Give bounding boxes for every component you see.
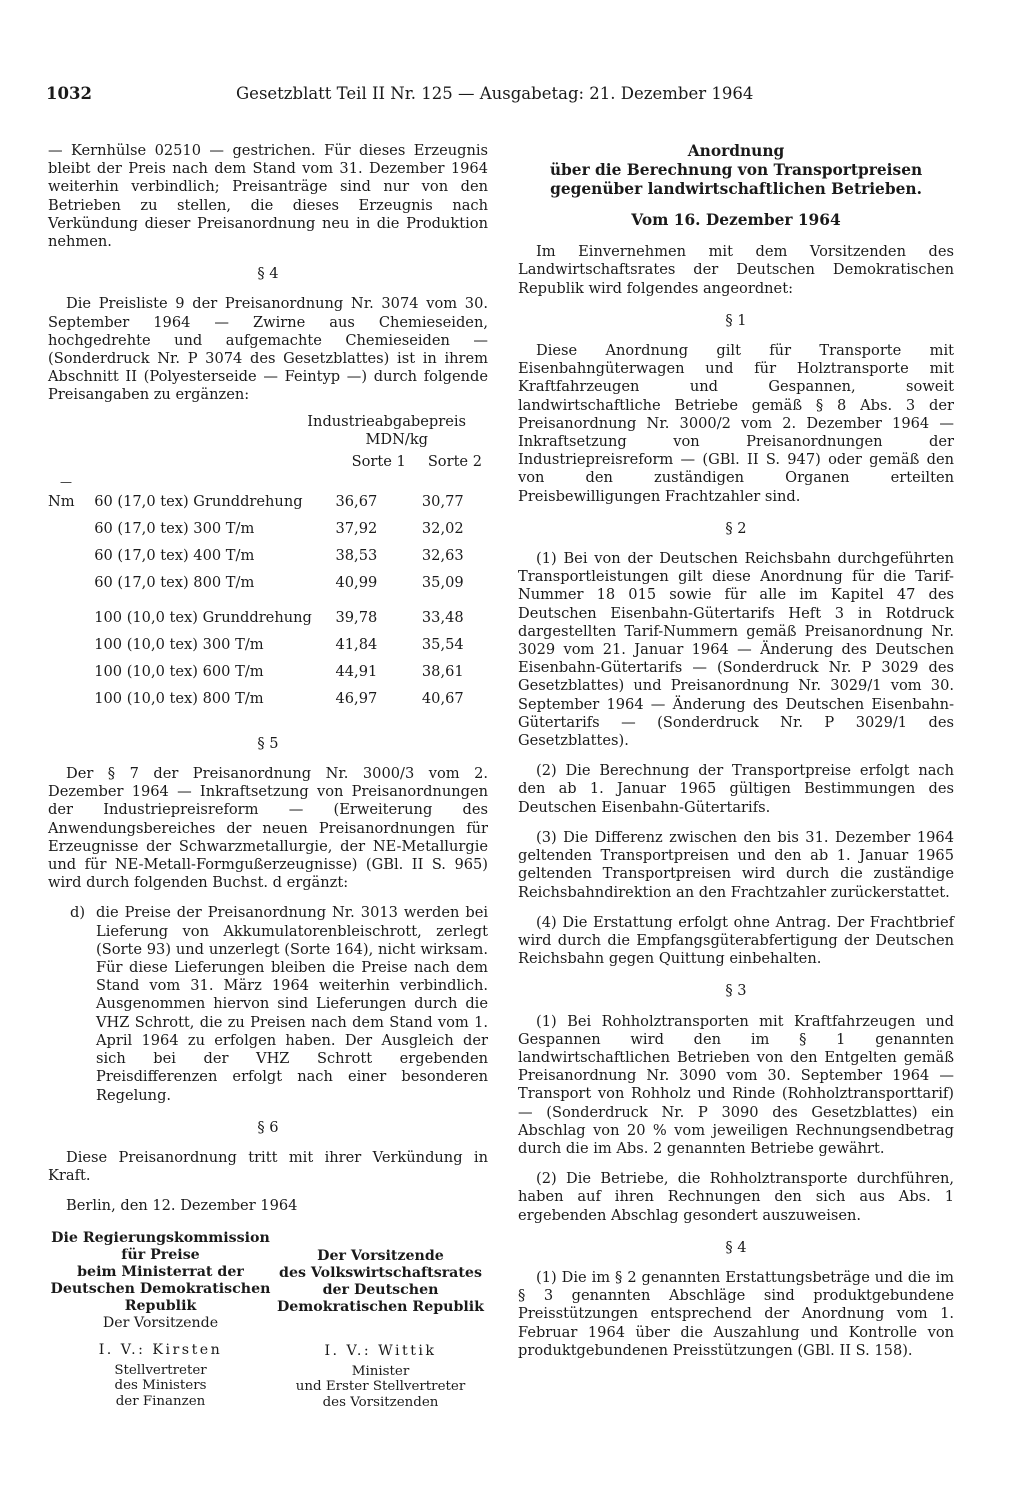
r-section-2-para-4: (4) Die Erstattung erfolgt ohne Antrag. Der Frachtbrief wird durch die Empfangsgüterabfertigung der Deutschen Reichsbahn gegen Quittung einbehalten. (518, 913, 954, 968)
place-date: Berlin, den 12. Dezember 1964 (66, 1197, 298, 1215)
price-sorte-2: 35,09 (421, 574, 464, 592)
yarn-spec: 60 (17,0 tex) 800 T/m (94, 574, 255, 592)
table-row (48, 543, 488, 570)
item-d (48, 904, 488, 1104)
table-row (48, 632, 488, 659)
price-sorte-2: 32,63 (421, 547, 464, 565)
table-row (48, 489, 488, 516)
section-4-text: Die Preisliste 9 der Preisanordnung Nr. 3074 vom 30. September 1964 — Zwirne aus Chemieseiden, hochgedrehte und aufgemachte Chemieseiden — (Sonderdruck Nr. P 3074 des Gesetzblattes) ist in ihrem Abschnitt II (Polyesterseide — Feintyp —) durch folgende Preisangaben zu ergänzen: (48, 295, 488, 404)
section-6-heading: § 6 (257, 1118, 279, 1136)
price-sorte-1: 39,78 (335, 609, 378, 627)
running-title: Gesetzblatt Teil II Nr. 125 — Ausgabetag: 21. Dezember 1964 (236, 84, 754, 103)
yarn-spec: 100 (10,0 tex) 300 T/m (94, 636, 264, 654)
r-section-3-heading: § 3 (725, 982, 747, 1000)
section-5-text: Der § 7 der Preisanordnung Nr. 3000/3 vom 2. Dezember 1964 — Inkraftsetzung von Preisanordnungen der Industriepreisreform — (Erweiterung des Anwendungsbereiches der neuen Preisanordnungen für Erzeugnisse der Schwarzmetallurgie, der NE-Metallurgie und für NE-Metall-Formgußerzeugnisse) (GBl. II S. 965) wird durch folgenden Buchst. d ergänzt: (48, 765, 488, 892)
signature-1 (48, 1230, 273, 1411)
table-row (48, 516, 488, 543)
item-d-text: die Preise der Preisanordnung Nr. 3013 werden bei Lieferung von Akkumulatorenbleischrott, zerlegt (Sorte 93) und unzerlegt (Sorte 164), nicht wirksam. Für diese Lieferungen bleiben die Preise nach dem Stand vom 31. März 1964 weiterhin verbindlich. Ausgenommen hiervon sind Lieferungen durch die VHZ Schrott, die zu Preisen nach dem Stand vom 1. April 1964 zu erfolgen haben. Der Ausgleich der sich bei der VHZ Schrott ergebenden Preisdifferenzen erfolgt nach einer besonderen Regelung. (96, 904, 488, 1104)
sig2-org-line: Demokratischen Republik (276, 1298, 485, 1315)
yarn-spec: 100 (10,0 tex) 600 T/m (94, 663, 264, 681)
signature-2 (273, 1230, 488, 1411)
intro-paragraph: — Kernhülse 02510 — gestrichen. Für dieses Erzeugnis bleibt der Preis nach dem Stand vom 31. Dezember 1964 weiterhin verbindlich; Preisanträge sind nur von den Betrieben zu stellen, die dieses Erzeugnis nach Verkündung dieser Preisanordnung neu in die Produktion nehmen. (48, 142, 488, 251)
section-6-text: Diese Preisanordnung tritt mit ihrer Verkündung in Kraft. (48, 1148, 488, 1185)
page-header (46, 84, 756, 108)
signature-block (48, 1230, 488, 1411)
section-5-heading: § 5 (257, 734, 279, 752)
preamble: Im Einvernehmen mit dem Vorsitzenden des Landwirtschaftsrates der Deutschen Demokratischen Republik wird folgendes angeordnet: (518, 243, 954, 297)
table-row (48, 605, 488, 632)
section-4-heading: § 4 (257, 265, 279, 283)
yarn-spec: 100 (10,0 tex) Grunddrehung (94, 609, 312, 627)
table-row (48, 659, 488, 686)
price-sorte-1: 37,92 (335, 520, 378, 538)
sig2-org-line: des Volkswirtschaftsrates (279, 1264, 482, 1281)
price-sorte-2: 30,77 (421, 493, 464, 511)
sig2-org-line: Der Vorsitzende (317, 1247, 444, 1264)
r-section-2-heading: § 2 (725, 519, 747, 537)
r-section-3-para-2: (2) Die Betriebe, die Rohholztransporte durchführen, haben auf ihren Rechnungen den sich aus Abs. 1 ergebenden Abschlag gesondert auszuweisen. (518, 1170, 954, 1224)
sig2-title-line: des Vorsitzenden (322, 1394, 439, 1410)
r-section-4-heading: § 4 (725, 1238, 747, 1256)
price-table (48, 489, 488, 713)
price-sorte-2: 40,67 (421, 690, 464, 708)
r-section-1-heading: § 1 (725, 311, 747, 329)
table-row (48, 686, 488, 713)
price-sorte-1: 38,53 (335, 547, 378, 565)
yarn-spec: 60 (17,0 tex) 300 T/m (94, 520, 255, 538)
price-sorte-2: 38,61 (421, 663, 464, 681)
ordinance-title-line2: über die Berechnung von Transportpreisen (549, 161, 923, 179)
price-sorte-2: 33,48 (421, 609, 464, 627)
sorte-2-header: Sorte 2 (427, 452, 482, 470)
price-sorte-1: 36,67 (335, 493, 378, 511)
ordinance-title-line3: gegenüber landwirtschaftlichen Betrieben. (550, 180, 922, 198)
sig1-name: I. V.: Kirsten (98, 1341, 223, 1358)
price-sorte-1: 41,84 (335, 636, 378, 654)
table-row (48, 570, 488, 597)
sig1-org-line: Republik (124, 1297, 197, 1314)
r-section-2-para-1: (1) Bei von der Deutschen Reichsbahn durchgeführten Transportleistungen gilt diese Anordnung für die Tarif-Nummer 18 015 sowie für alle im Kapitel 47 des Deutschen Eisenbahn-Gütertarifs Heft 3 in Rotdruck dargestellten Tarif-Nummern gemäß Preisanordnung Nr. 3029 vom 21. Januar 1964 — Änderung des Deutschen Eisenbahn-Gütertarifs — (Sonderdruck Nr. P 3029 des Gesetzblattes) und Preisanordnung Nr. 3029/1 vom 30. September 1964 — Änderung des Deutschen Eisenbahn-Gütertarifs — (Sonderdruck Nr. P 3029/1 des Gesetzblattes). (518, 550, 954, 750)
price-sorte-1: 44,91 (335, 663, 378, 681)
sig1-org-line: Die Regierungskommission (51, 1229, 270, 1246)
yarn-spec: 60 (17,0 tex) Grunddrehung (94, 493, 303, 511)
r-section-4-para-1: (1) Die im § 2 genannten Erstattungsbeträge und die im § 3 genannten Abschläge sind produktgebundene Preisstützungen entsprechend der Anordnung vom 1. Februar 1964 über die Auszahlung und Kontrolle von produktgebundenen Preisstützungen (GBl. II S. 158). (518, 1268, 954, 1359)
unit-label: Nm (48, 493, 75, 511)
price-sorte-1: 46,97 (335, 690, 378, 708)
r-section-3-para-1: (1) Bei Rohholztransporten mit Kraftfahrzeugen und Gespannen wird den im § 1 genannten landwirtschaftlichen Betrieben von den Entgelten gemäß Preisanordnung Nr. 3090 vom 30. September 1964 — Transport von Rohholz und Rinde (Rohholztransporttarif) — (Sonderdruck Nr. P 3090 des Gesetzblattes) ein Abschlag von 20 % vom jeweiligen Rechnungsendbetrag durch die im Abs. 2 genannten Betriebe gewährt. (518, 1012, 954, 1157)
price-sorte-2: 35,54 (421, 636, 464, 654)
price-sorte-1: 40,99 (335, 574, 378, 592)
right-column (518, 142, 954, 1360)
page-number: 1032 (46, 84, 92, 103)
price-header-line1: Industrieabgabepreis (307, 412, 466, 430)
price-sorte-2: 32,02 (421, 520, 464, 538)
sig1-org-line: Deutschen Demokratischen (50, 1280, 271, 1297)
price-table-header (48, 413, 488, 487)
sig1-title-line: des Ministers (114, 1378, 207, 1394)
price-header-line2: MDN/kg (365, 430, 428, 448)
sorte-1-header: Sorte 1 (351, 452, 406, 470)
ordinance-title-line1: Anordnung (687, 142, 785, 160)
r-section-1-text: Diese Anordnung gilt für Transporte mit Eisenbahngüterwagen und für Holztransporte mit Kraftfahrzeugen und Gespannen, soweit landwirtschaftliche Betriebe gemäß § 8 Abs. 3 der Preisanordnung Nr. 3000/2 vom 2. Dezember 1964 — Inkraftsetzung von Preisanordnungen der Industriepreisreform — (GBl. II S. 947) oder gemäß den von den zuständigen Organen erteilten Preisbewilligungen Frachtzahler sind. (518, 342, 954, 505)
table-dash: — (60, 474, 72, 489)
sig1-role: Der Vorsitzende (102, 1314, 219, 1331)
sig1-title-line: Stellvertreter (114, 1362, 207, 1378)
sig2-org-line: der Deutschen (322, 1281, 439, 1298)
sig1-title-line: der Finanzen (115, 1393, 206, 1409)
sorte-headers (48, 453, 488, 471)
left-column (48, 142, 488, 1410)
ordinance-date: Vom 16. Dezember 1964 (631, 211, 841, 229)
sig2-title-line: Minister (351, 1363, 410, 1379)
yarn-spec: 60 (17,0 tex) 400 T/m (94, 547, 255, 565)
item-d-label: d) (70, 904, 86, 922)
sig1-org-line: für Preise (121, 1246, 200, 1263)
yarn-spec: 100 (10,0 tex) 800 T/m (94, 690, 264, 708)
r-section-2-para-2: (2) Die Berechnung der Transportpreise erfolgt nach den ab 1. Januar 1965 gültigen Bestimmungen des Deutschen Eisenbahn-Gütertarifs. (518, 762, 954, 816)
sig1-org-line: beim Ministerrat der (77, 1263, 244, 1280)
sig2-name: I. V.: Wittik (324, 1342, 437, 1359)
sig2-title-line: und Erster Stellvertreter (295, 1379, 466, 1395)
r-section-2-para-3: (3) Die Differenz zwischen den bis 31. Dezember 1964 geltenden Transportpreisen und den ab 1. Januar 1965 geltenden Transportpreisen wird durch die zuständige Reichsbahndirektion an den Frachtzahler zurückerstattet. (518, 828, 954, 901)
